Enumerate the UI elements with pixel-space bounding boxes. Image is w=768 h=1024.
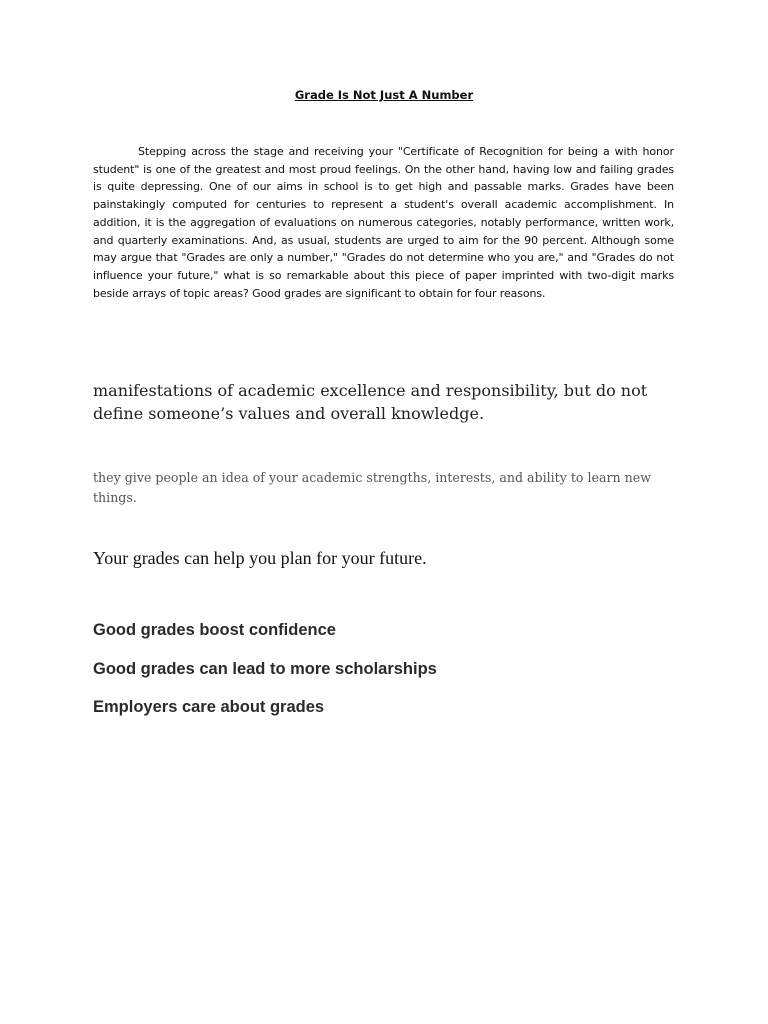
document-title: Grade Is Not Just A Number — [294, 88, 474, 102]
reason-heading-confidence: Good grades boost confidence — [93, 621, 336, 639]
reason-heading-scholarships: Good grades can lead to more scholarships — [93, 659, 437, 678]
manifestations-paragraph: manifestations of academic excellence and responsibility, but do not define someone’s values and overall knowledge. — [93, 381, 648, 423]
plan-future-paragraph: Your grades can help you plan for your future. — [93, 548, 427, 568]
intro-paragraph: Stepping across the stage and receiving your "Certificate of Recognition for being a with honor student" is one of the greatest and most proud feelings. On the other hand, having low and failing grades is quite depressing. One of our aims in school is to get high and passable marks. Grades have been painstakingly computed for centuries to represent a student's overall academic accomplishment. In addition, it is the aggregation of evaluations on numerous categories, notably performance, written work, and quarterly examinations. And, as usual, students are urged to aim for the 90 percent. Although some may argue that "Grades are only a number," "Grades do not determine who you are," and "Grades do not influence your future," what is so remarkable about this piece of paper imprinted with two-digit marks beside arrays of topic areas? Good grades are significant to obtain for four reasons. — [93, 145, 674, 300]
reason-heading-employers: Employers care about grades — [93, 698, 325, 716]
reasons-list — [93, 619, 437, 735]
they-give-paragraph: they give people an idea of your academic strengths, interests, and ability to learn new things. — [93, 470, 651, 505]
